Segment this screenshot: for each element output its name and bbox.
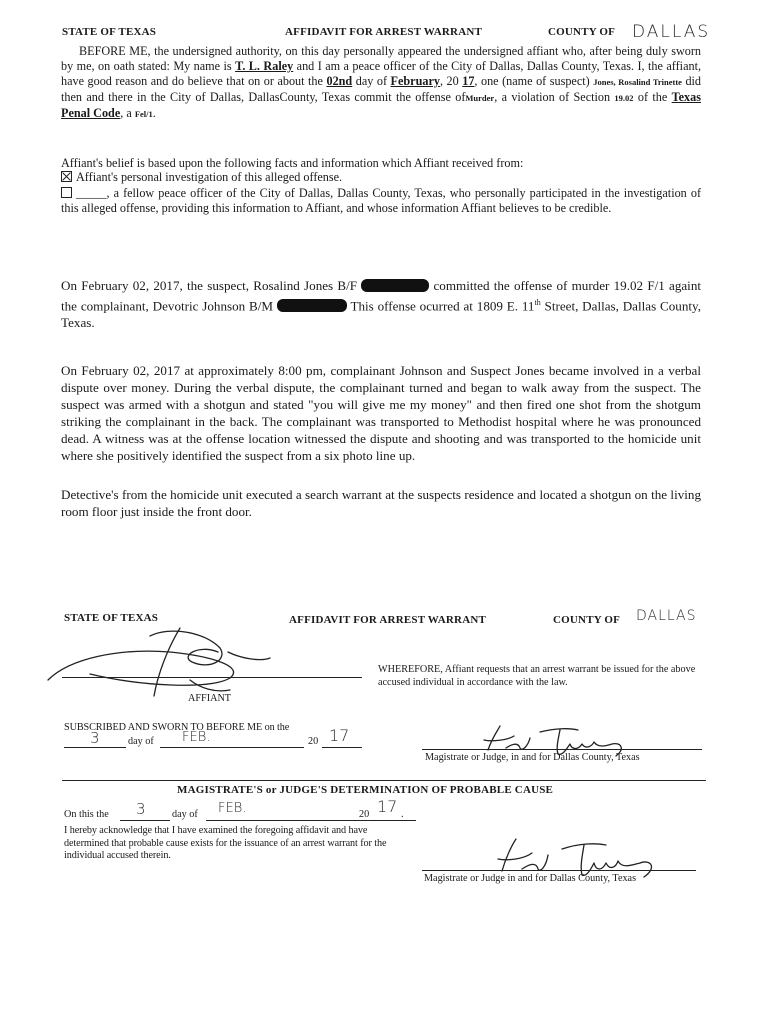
det-twenty: 20 (359, 809, 370, 820)
belief-option-2 (61, 186, 701, 216)
intro-text: , a (120, 106, 135, 120)
facts-paragraph-3: Detective's from the homicide unit executed a search warrant at the suspects residence and located a shotgun on the living room floor just inside the front door. (61, 487, 701, 519)
intro-text: . (152, 106, 156, 120)
checkbox-checked-icon (61, 171, 72, 182)
intro-text: of the (633, 90, 672, 104)
det-year-line (373, 820, 399, 821)
affiant-signature-line (62, 677, 362, 678)
facts-paragraph-2: On February 02, 2017 at approximately 8:00 pm, complainant Johnson and Suspect Jones became involved in a verbal dispute over money. During the verbal dispute, the complainant turned and began to walk away from the suspect. The suspect was armed with a shotgun and stated "you will give me my money" and then fired one shot from the shotgum striking the complainant in the back. The complainant was transported to Methodist hospital where he was pronounced dead. A witness was at the offense location witnessed the dispute and shooting and was transported to the homicide unit where she positively identified the suspect from a six photo line up. (61, 363, 701, 463)
det-day-of: day of (172, 809, 198, 820)
intro-text: , one (name of suspect) (474, 74, 594, 88)
facts-superscript: th (534, 298, 541, 307)
affiant-name: T. L. Raley (235, 59, 294, 73)
facts-text: On February 02, 2017, the suspect, Rosalind Jones B/F (61, 278, 362, 293)
wherefore-text: WHEREFORE, Affiant requests that an arrest warrant be issued for the above accused individual in accordance with the law. (378, 664, 696, 688)
sworn-day-line (64, 747, 126, 748)
det-year: 17 (377, 797, 398, 816)
offense-day: 02nd (326, 74, 353, 88)
offense-month: February (390, 74, 440, 88)
facts-text: committed the offense of murder 19.02 F/1 againt the complainant, Devotric Johnson B/M (61, 278, 702, 314)
offense-name: Murder (465, 93, 495, 103)
sworn-year-line (322, 747, 362, 748)
sig-header-county-value: DALLAS (636, 608, 697, 624)
intro-text: , 20 (439, 74, 463, 88)
belief-lead: Affiant's belief is based upon the following facts and information which Affiant received from: (61, 156, 524, 170)
magistrate-label-1: Magistrate or Judge, in and for Dallas County, Texas (425, 752, 640, 763)
sworn-text: SUBSCRIBED AND SWORN TO BEFORE ME on the (64, 722, 290, 733)
det-period: . (401, 809, 404, 820)
offense-grade: Fel/1 (134, 109, 153, 119)
sig-header-state: STATE OF TEXAS (64, 612, 159, 624)
facts-paragraph-1 (61, 277, 701, 331)
suspect-name: Jones, Rosalind Trinette (593, 77, 682, 87)
belief-option-1 (61, 170, 701, 185)
option-1-label: Affiant's personal investigation of this alleged offense. (76, 170, 343, 184)
section-divider (62, 780, 706, 781)
intro-text: , a violation of Section (494, 90, 615, 104)
affiant-signature-icon (30, 618, 260, 698)
intro-text: day of (352, 74, 391, 88)
header-state: STATE OF TEXAS (62, 26, 157, 38)
option-2-blank: _____ (76, 186, 107, 200)
offense-year: 17 (462, 74, 475, 88)
magistrate-signature-line-2 (422, 870, 696, 871)
sworn-day: 3 (90, 729, 100, 747)
header-title: AFFIDAVIT FOR ARREST WARRANT (285, 26, 483, 38)
sworn-month-line (160, 747, 304, 748)
header-county-label: COUNTY OF (548, 26, 616, 38)
redaction-block (361, 279, 429, 292)
facts-text: Street, Dallas, Dallas County, Texas. (61, 298, 701, 331)
option-2-label: , a fellow peace officer of the City of Dallas, Dallas County, Texas, who personally participated in the investigation of this alleged offense, providing this information to Affiant, and whose information Affiant believes to be credible. (61, 186, 701, 215)
magistrate-signature-line-1 (422, 749, 702, 750)
intro-text: and I am a peace officer of the City of Dallas, Dallas County, Texas. I, the affiant, have good reason and do believe that on or about the (61, 59, 702, 88)
penal-section: 19.02 (614, 93, 634, 103)
sworn-day-of: day of (128, 736, 154, 747)
sworn-twenty: 20 (308, 736, 319, 747)
determination-body: I hereby acknowledge that I have examined the foregoing affidavit and have determined that probable cause exists for the issuance of an arrest warrant for the individual accused therein. (64, 825, 387, 861)
determination-title: MAGISTRATE'S or JUDGE'S DETERMINATION OF PROBABLE CAUSE (177, 784, 554, 796)
sworn-year: 17 (329, 726, 350, 745)
affiant-label: AFFIANT (188, 693, 232, 704)
checkbox-empty-icon (61, 187, 72, 198)
intro-text: BEFORE ME, the undersigned authority, on this day personally appeared the undersigned affiant who, after being duly sworn by me, on oath stated: My name is (61, 44, 701, 73)
intro-text: did then and there in the City of Dallas, DallasCounty, Texas commit the offense of (61, 74, 702, 104)
intro-paragraph (61, 44, 701, 122)
det-on-this: On this the (64, 809, 109, 820)
det-month: FEB. (218, 801, 247, 816)
sworn-month: FEB. (182, 730, 211, 745)
penal-code: Texas Penal Code (61, 90, 701, 120)
det-day-line (120, 820, 170, 821)
sig-header-title: AFFIDAVIT FOR ARREST WARRANT (289, 614, 487, 626)
redaction-block (277, 299, 347, 312)
determination-date-row (64, 797, 424, 825)
sig-header-county-label: COUNTY OF (553, 614, 621, 626)
header-county-value: DALLAS (632, 22, 711, 42)
det-day: 3 (136, 800, 146, 818)
facts-text: This offense ocurred at 1809 E. 11 (346, 298, 535, 314)
magistrate-label-2: Magistrate or Judge in and for Dallas County, Texas (424, 873, 637, 884)
